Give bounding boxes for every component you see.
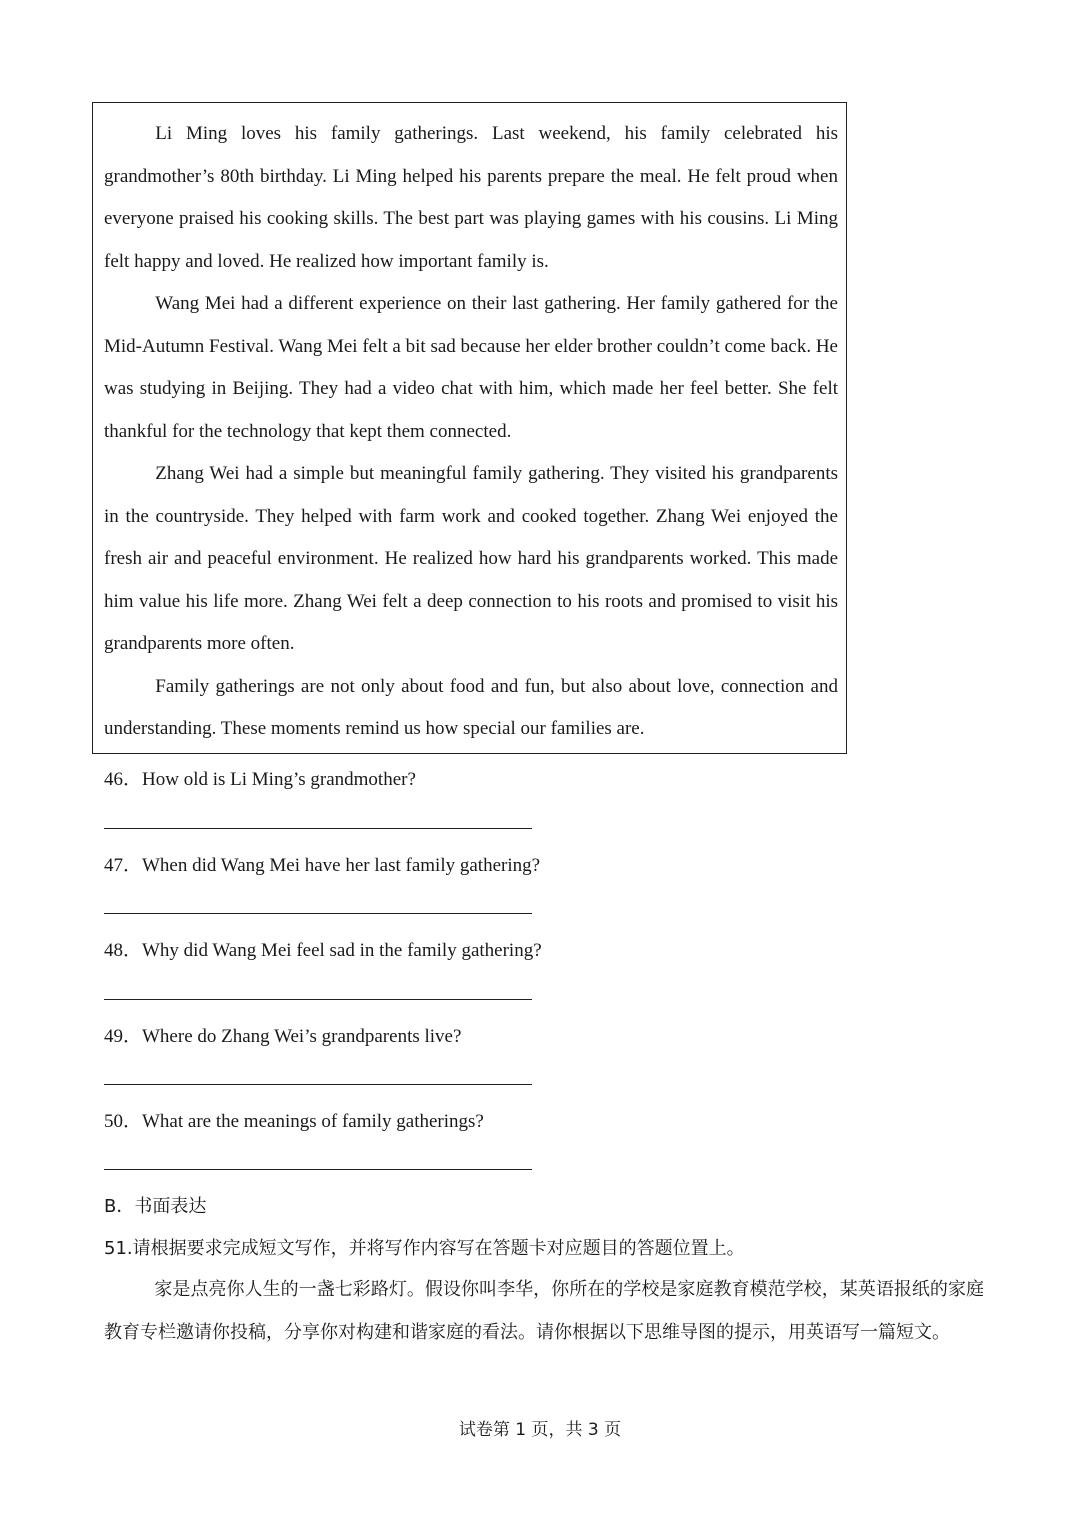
question-48: 48．Why did Wang Mei feel sad in the family gathering?	[104, 940, 542, 961]
answer-line-47[interactable]	[104, 913, 532, 914]
question-50: 50．What are the meanings of family gatherings?	[104, 1111, 484, 1132]
passage-paragraph-1: Li Ming loves his family gatherings. Last weekend, his family celebrated his grandmother’s 80th birthday. Li Ming helped his parents prepare the meal. He felt proud when everyone praised his cooking skills. The best part was playing games with his cousins. Li Ming felt happy and loved. He realized how important family is.	[104, 123, 838, 272]
writing-task-prompt: 家是点亮你人生的一盏七彩路灯。假设你叫李华，你所在的学校是家庭教育模范学校，某英语报纸的家庭教育专栏邀请你投稿，分享你对构建和谐家庭的看法。请你根据以下思维导图的提示，用英语写一篇短文。	[104, 1279, 984, 1343]
writing-task-instruction: 51.请根据要求完成短文写作，并将写作内容写在答题卡对应题目的答题位置上。	[104, 1238, 745, 1259]
answer-line-49[interactable]	[104, 1084, 532, 1085]
passage-paragraph-4: Family gatherings are not only about food and fun, but also about love, connection and understanding. These moments remind us how special our families are.	[104, 675, 838, 739]
question-49: 49．Where do Zhang Wei’s grandparents live?	[104, 1026, 462, 1047]
passage-paragraph-3: Zhang Wei had a simple but meaningful family gathering. They visited his grandparents in the countryside. They helped with farm work and cooked together. Zhang Wei enjoyed the fresh air and peaceful environment. He realized how hard his grandparents worked. This made him value his life more. Zhang Wei felt a deep connection to his roots and promised to visit his grandparents more often.	[104, 463, 838, 654]
question-47: 47．When did Wang Mei have her last family gathering?	[104, 855, 541, 876]
reading-passage-box	[92, 102, 847, 754]
page-footer: 试卷第 1 页，共 3 页	[458, 1420, 622, 1440]
section-b-heading: B．书面表达	[104, 1196, 207, 1217]
answer-line-50[interactable]	[104, 1169, 532, 1170]
passage-paragraph-2: Wang Mei had a different experience on their last gathering. Her family gathered for the Mid-Autumn Festival. Wang Mei felt a bit sad because her elder brother couldn’t come back. He was studying in Beijing. They had a video chat with him, which made her feel better. She felt thankful for the technology that kept them connected.	[104, 293, 838, 442]
answer-line-46[interactable]	[104, 828, 532, 829]
answer-line-48[interactable]	[104, 999, 532, 1000]
question-46: 46．How old is Li Ming’s grandmother?	[104, 769, 416, 790]
